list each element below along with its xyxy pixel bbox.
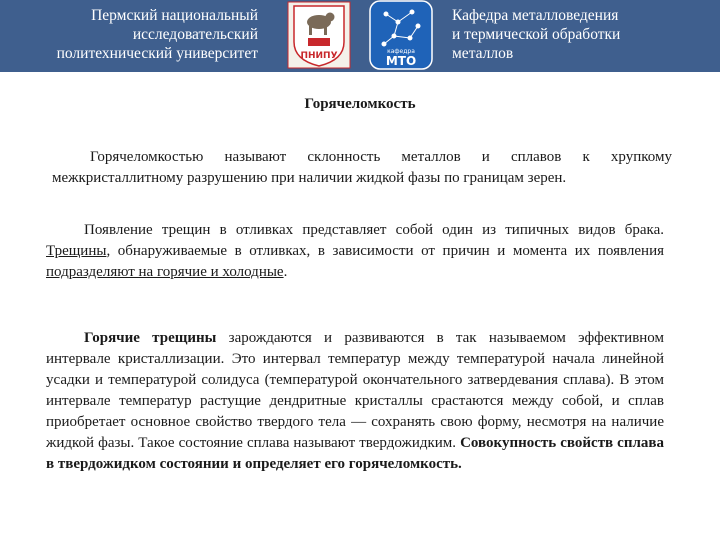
page-title: Горячеломкость <box>304 96 416 112</box>
department-name <box>452 6 712 63</box>
paragraph-text: Появление трещин в отливках представляет собой один из типичных видов брака. <box>84 222 664 238</box>
paragraph-text: зарождаются и развиваются в так называемом эффективном интервале кристаллизации. Это интервал температур между температурой начала линейной усадки и температурой солидуса (температурой окончательного затвердевания сплава). В этом интервале температур растущие дендритные кристаллы срастаются между собой, и сплав приобретает основное свойство твердого тела — сохранять свою форму, несмотря на наличие жидкой фазы. Такое состояние сплава называют твердожидким. <box>46 330 665 451</box>
university-name-line: исследовательский <box>132 26 258 43</box>
university-name <box>0 6 258 63</box>
department-name-line: металлов <box>452 45 514 62</box>
logo-right-text: МТО <box>385 54 417 68</box>
underlined-term: подразделяют на горячие и холодные <box>46 264 284 280</box>
definition-paragraph: Горячеломкостью называют склонность металлов и сплавов к хрупкому межкристаллитному разрушению при наличии жидкой фазы по границам зерен. <box>52 149 672 186</box>
header-banner <box>0 0 720 72</box>
mio-constellation-logo-icon <box>368 0 434 71</box>
logo-right-caption: кафедра <box>387 48 415 55</box>
university-name-line: Пермский национальный <box>91 7 258 24</box>
university-name-line: политехнический университет <box>56 45 258 62</box>
department-name-line: и термической обработки <box>452 26 621 43</box>
department-name-line: Кафедра металловедения <box>452 7 619 24</box>
underlined-term: Трещины <box>46 243 107 259</box>
logo-left-text: ПНИПУ <box>300 51 338 61</box>
cracks-paragraph <box>46 220 664 283</box>
pnipu-bear-logo-icon <box>286 0 352 71</box>
paragraph-text: , обнаруживаемые в отливках, в зависимости от причин и момента их появления <box>106 243 664 259</box>
bold-term: Горячие трещины <box>84 330 217 346</box>
bold-conclusion: Совокупность свойств сплава в твердожидком состоянии и определяет его горячеломкость. <box>46 435 664 472</box>
hot-cracks-paragraph <box>46 328 664 475</box>
paragraph-text: . <box>283 264 288 280</box>
